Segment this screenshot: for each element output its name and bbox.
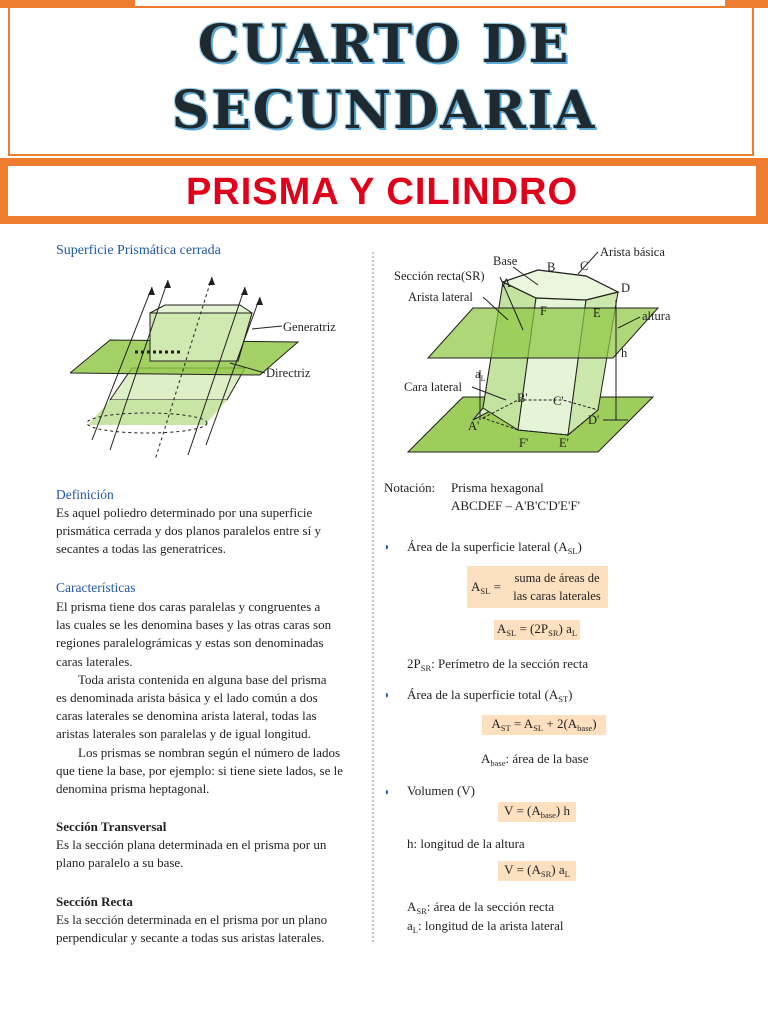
formula-asl-perimeter: $A_{SL} = (2P_{SR})$ $a_L$ bbox=[494, 620, 580, 640]
formula-volume-sr: $V = (A_{SR})$ $a_L$ bbox=[498, 861, 576, 881]
definicion-line: Es aquel poliedro determinado por una superficie bbox=[56, 505, 313, 520]
caracteristicas-line: Toda arista contenida en alguna base del prisma bbox=[78, 671, 327, 687]
generatrix-arrow-2 bbox=[164, 280, 171, 288]
seccion-transversal-heading: Sección Transversal bbox=[56, 819, 167, 834]
seccion-recta-label: Sección recta(SR) bbox=[394, 269, 485, 283]
topic-title: PRISMA Y CILINDRO bbox=[185, 171, 579, 213]
caracteristicas-line: denomina prisma heptagonal. bbox=[56, 781, 210, 797]
h-label: h bbox=[621, 346, 628, 360]
column-divider bbox=[372, 252, 374, 942]
caracteristicas-line: es denominada arista básica y el lado común a dos bbox=[56, 690, 318, 706]
formula-volume-base: $V = (A_{base})$ h bbox=[498, 802, 576, 822]
formula-ast: $A_{ST} = A_{SL} + 2(A_{base})$ bbox=[482, 715, 606, 735]
formula-asl-definition: $A_{SL}$ = suma de áreas de las caras laterales bbox=[467, 566, 608, 608]
seccion-recta-heading: Sección Recta bbox=[56, 894, 133, 909]
seccion-recta-line: perpendicular y secante a todas sus aristas laterales. bbox=[56, 930, 325, 946]
perimetro-note: $2P_{SR}$: Perímetro de la sección recta bbox=[407, 656, 589, 673]
definicion-text bbox=[56, 504, 364, 559]
caracteristicas-heading: Características bbox=[56, 580, 136, 595]
asr-note: $A_{SR}$: área de la sección recta bbox=[407, 899, 555, 916]
bullet-icon: ◗ bbox=[384, 542, 391, 553]
notacion-label: Notación: bbox=[384, 480, 436, 495]
vertex-B: B bbox=[547, 260, 556, 274]
figure-prismatic-surface bbox=[70, 275, 370, 465]
definicion-line: prismática cerrada y dos planos paralelos entre sí y bbox=[56, 523, 321, 539]
caracteristicas-line: aristas laterales son paralelas y de igual longitud. bbox=[56, 726, 311, 742]
vertex-C-prime: C' bbox=[553, 394, 564, 408]
seccion-transversal-text bbox=[56, 836, 364, 872]
directriz-label: Directriz bbox=[266, 366, 311, 380]
header-title-line2: SECUNDARIA bbox=[171, 80, 597, 141]
seccion-recta-line: Es la sección determinada en el prisma por un plano bbox=[56, 912, 328, 927]
caracteristicas-line: Los prismas se nombran según el número de lados bbox=[78, 744, 341, 760]
vertex-A-prime: A' bbox=[468, 419, 480, 433]
caracteristicas-line: las cuales se les denomina bases y las otras caras son bbox=[56, 617, 332, 633]
h-note: h: longitud de la altura bbox=[407, 836, 525, 851]
bullet-icon: ◗ bbox=[384, 690, 391, 701]
vertex-D: D bbox=[621, 281, 631, 295]
caracteristicas-line: que tiene la base, por ejemplo: si tiene siete lados, se le bbox=[56, 762, 343, 778]
generatrix-arrow-1 bbox=[148, 287, 155, 295]
generatriz-label: Generatriz bbox=[283, 320, 336, 334]
vertex-E: E bbox=[593, 306, 601, 320]
generatriz-leader bbox=[252, 326, 282, 329]
definicion-heading: Definición bbox=[56, 487, 114, 502]
cara-lateral-label: Cara lateral bbox=[404, 380, 462, 394]
aL-label: $a_L$ bbox=[475, 367, 486, 383]
caracteristicas-line: regiones paralelográmicas y estas son denominadas bbox=[56, 635, 324, 651]
generatrix-arrow-5 bbox=[256, 297, 263, 305]
caracteristicas-line: caras laterales se denomina arista lateral, todas las bbox=[56, 708, 317, 724]
vertex-D-prime: D' bbox=[588, 413, 600, 427]
caracteristicas-line: El prisma tiene dos caras paralelas y congruentes a bbox=[56, 599, 321, 614]
arista-basica-label: Arista básica bbox=[600, 245, 665, 259]
total-title: Área de la superficie total $(A_{ST})$ bbox=[407, 687, 573, 704]
vertex-B-prime: B' bbox=[517, 391, 528, 405]
seccion-transversal-line: Es la sección plana determinada en el prisma por un bbox=[56, 837, 327, 852]
notacion-value: Prisma hexagonal bbox=[451, 480, 544, 495]
generatrix-arrow-4 bbox=[241, 287, 248, 295]
vertex-A: A bbox=[502, 276, 512, 290]
generatrix-arrow-3 bbox=[208, 277, 215, 285]
surface-upper-front bbox=[150, 313, 252, 361]
vertex-C: C bbox=[580, 259, 589, 273]
surface-heading: Superficie Prismática cerrada bbox=[56, 243, 221, 258]
seccion-transversal-line: plano paralelo a su base. bbox=[56, 855, 184, 871]
bullet-icon: ◗ bbox=[384, 787, 391, 798]
lateral-title: Área de la superficie lateral $(A_{SL})$ bbox=[407, 539, 582, 556]
caracteristicas-text bbox=[56, 598, 364, 798]
abase-note: $A_{base}$: área de la base bbox=[481, 751, 589, 768]
vertex-F: F bbox=[540, 304, 547, 318]
vertex-F-prime: F' bbox=[519, 436, 529, 450]
volumen-title: Volumen (V) bbox=[407, 783, 476, 798]
base-label: Base bbox=[493, 254, 518, 268]
notacion-formula: ABCDEF – A'B'C'D'E'F' bbox=[451, 498, 580, 513]
altura-label: altura bbox=[642, 309, 671, 323]
al-note: $a_L$: longitud de la arista lateral bbox=[407, 918, 564, 935]
seccion-recta-text bbox=[56, 911, 364, 947]
figure-hexagonal-prism bbox=[388, 240, 688, 460]
vertex-E-prime: E' bbox=[559, 436, 569, 450]
definicion-line: secantes a todas las generatrices. bbox=[56, 541, 227, 557]
arista-lateral-label: Arista lateral bbox=[408, 290, 473, 304]
caracteristicas-line: caras laterales. bbox=[56, 653, 133, 669]
header-title-line1: CUARTO DE bbox=[197, 14, 571, 75]
